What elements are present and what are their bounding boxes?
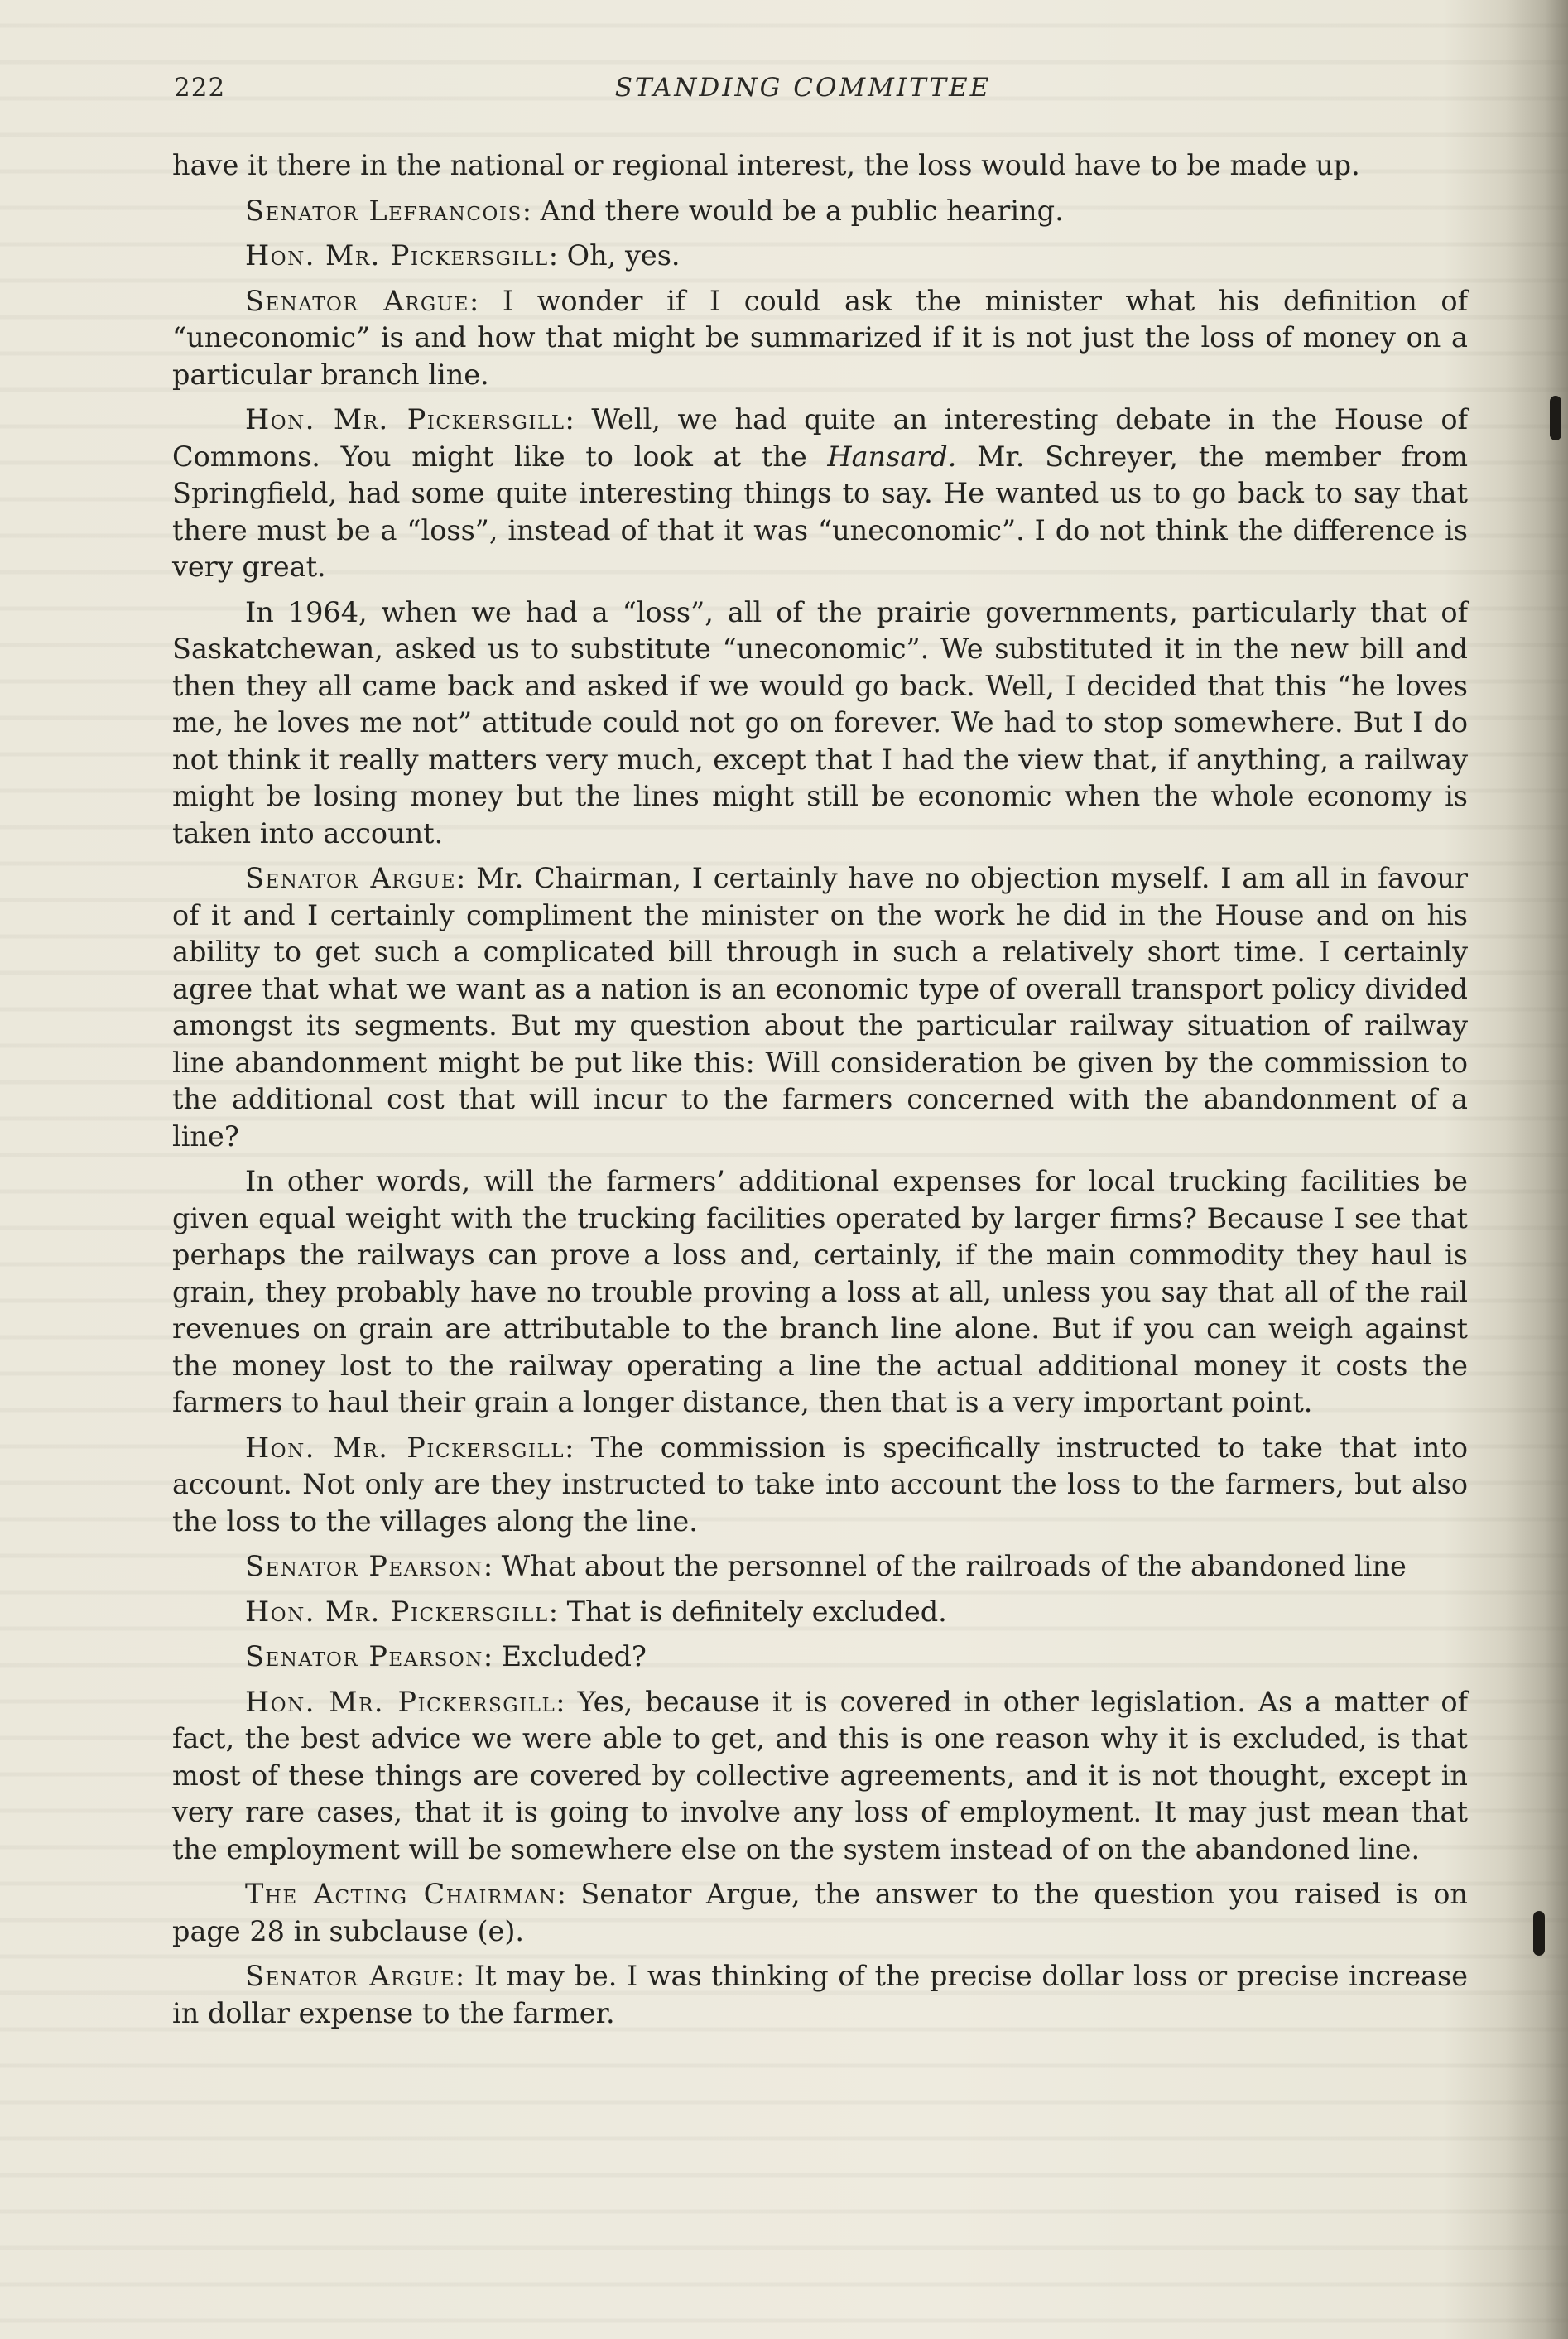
speech-text: : I wonder if I could ask the minister what his definition of “uneconomic” is and how that might be summarized if it is not just the loss of money on a particular branch line.: [172, 284, 1469, 391]
speech-text: : Well, we had quite an interesting debate in the House of Commons. You might like to look at the: [172, 403, 1469, 473]
speech-text: : That is definitely excluded.: [548, 1595, 947, 1628]
speaker-name: Hon. Mr. Pickersgill: [245, 1685, 556, 1718]
paragraph: [172, 1594, 1468, 1631]
speaker-name: The Acting Chairman: [245, 1878, 557, 1910]
speech-text: : What about the personnel of the railroads of the abandoned line: [483, 1550, 1407, 1582]
speech-text: : It may be. I was thinking of the precise dollar loss or precise increase in dollar expense to the farmer.: [172, 1960, 1469, 2029]
speaker-name: Hon. Mr. Pickersgill: [245, 239, 549, 272]
paragraph: [172, 1639, 1468, 1676]
speech-text: : Mr. Chairman, I certainly have no objection myself. I am all in favour of it and I certainly compliment the minister on the work he did in the House and on his ability to get such a complicated bill through in such a relatively short time. I certainly agree that what we want as a nation is an economic type of overall transport policy divided amongst its segments. But my question about the particular railway situation of railway line abandonment might be put like this: Will consideration be given by the commission to the additional cost that will incur to the farmers concerned with the abandonment of a line?: [172, 862, 1468, 1153]
hansard-title: Hansard.: [827, 440, 957, 473]
speaker-name: Hon. Mr. Pickersgill: [245, 403, 565, 436]
speaker-name: Hon. Mr. Pickersgill: [245, 1431, 565, 1464]
speech-text: : Oh, yes.: [548, 239, 681, 272]
speaker-name: Senator Argue: [245, 1960, 455, 1992]
paragraph: [172, 1430, 1468, 1541]
body-text: [172, 147, 1468, 2040]
page-header: [0, 73, 1568, 106]
paragraph: [172, 1684, 1468, 1869]
paragraph: [172, 1958, 1468, 2032]
paragraph: [172, 238, 1468, 275]
speech-text: : Senator Argue, the answer to the question you raised is on page 28 in subclause (e).: [172, 1878, 1468, 1947]
speaker-name: Senator Argue: [245, 862, 457, 894]
speaker-name: Senator Lefrancois: [245, 194, 522, 227]
speech-text: : The commission is specifically instructed to take that into account. Not only are they instructed to take into account the loss to the farmers, but also the loss to the villages along the line.: [172, 1431, 1468, 1538]
binding-hole-mark: [1533, 1911, 1545, 1956]
paragraph: [172, 283, 1468, 394]
speech-text: Mr. Schreyer, the member from Springfield, had some quite interesting things to say. He wanted us to go back to say that there must be a “loss”, instead of that it was “uneconomic”. I do not think the difference is very great.: [172, 440, 1468, 583]
speaker-name: Hon. Mr. Pickersgill: [245, 1595, 549, 1628]
paragraph: [172, 860, 1468, 1155]
speaker-name: Senator Pearson: [245, 1640, 483, 1672]
page-number: 222: [174, 73, 226, 103]
paragraph-continuation: have it there in the national or regional interest, the loss would have to be made up.: [172, 149, 1360, 181]
speaker-name: Senator Pearson: [245, 1550, 483, 1582]
paragraph: [172, 402, 1468, 586]
paragraph: [172, 1876, 1468, 1950]
binding-hole-mark: [1550, 396, 1561, 440]
speech-text: : Excluded?: [483, 1640, 647, 1672]
paragraph: [172, 193, 1468, 230]
speech-text: : And there would be a public hearing.: [522, 194, 1064, 227]
paragraph: In other words, will the farmers’ additional expenses for local trucking facilities be given equal weight with the trucking facilities operated by larger firms? Because I see that perhaps the railways can prove a loss and, certainly, if the main commodity they haul is grain, they probably have no trouble proving a loss at all, unless you say that all of the rail revenues on grain are attributable to the branch line alone. But if you can weigh against the money lost to the railway operating a line the actual additional money it costs the farmers to haul their grain a longer distance, then that is a very important point.: [172, 1165, 1468, 1418]
paragraph: In 1964, when we had a “loss”, all of the prairie governments, particularly that of Saskatchewan, asked us to substitute “uneconomic”. We substituted it in the new bill and then they all came back and asked if we would go back. Well, I decided that this “he loves me, he loves me not” attitude could not go on forever. We had to stop somewhere. But I do not think it really matters very much, except that I had the view that, if anything, a railway might be losing money but the lines might still be economic when the whole economy is taken into account.: [172, 595, 1468, 849]
speech-text: : Yes, because it is covered in other legislation. As a matter of fact, the best advice we were able to get, and this is one reason why it is excluded, is that most of these things are covered by collective agreements, and it is not thought, except in very rare cases, that it is going to involve any loss of employment. It may just mean that the employment will be somewhere else on the system instead of on the abandoned line.: [172, 1685, 1468, 1865]
running-head: STANDING COMMITTEE: [614, 73, 992, 103]
speaker-name: Senator Argue: [245, 284, 469, 317]
paragraph: [172, 1548, 1468, 1586]
